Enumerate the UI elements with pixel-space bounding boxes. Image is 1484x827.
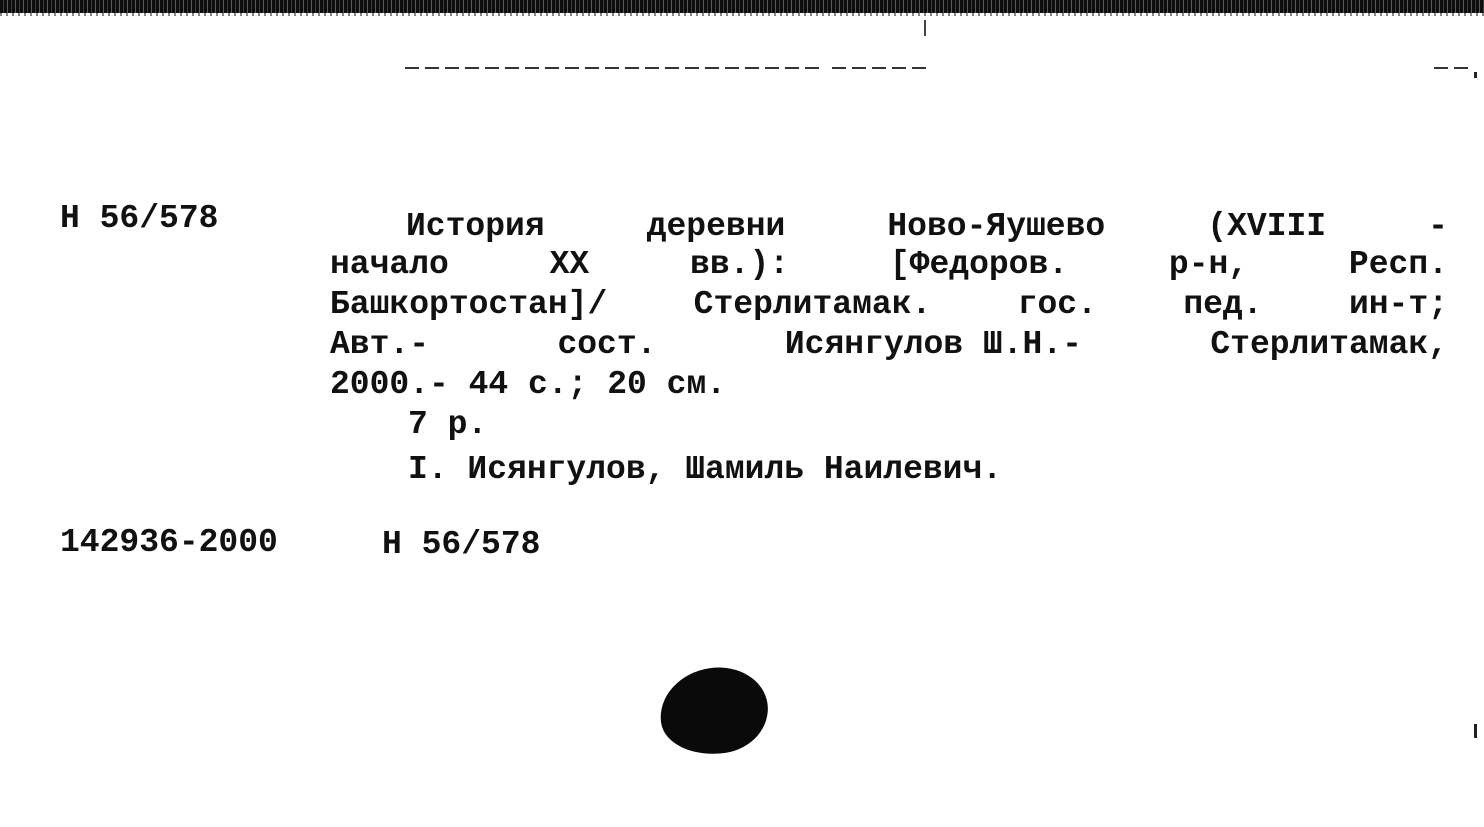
entry-word: р-н, bbox=[1168, 246, 1249, 283]
entry-word: сост. bbox=[557, 326, 657, 363]
entry-word: начало bbox=[330, 246, 449, 283]
entry-word: Респ. bbox=[1348, 246, 1448, 283]
entry-line-3 bbox=[330, 288, 1448, 321]
card-top-edge bbox=[0, 0, 1484, 13]
punch-hole bbox=[655, 661, 774, 761]
dashed-rule bbox=[405, 67, 820, 69]
entry-word: Ново-Яушево bbox=[887, 208, 1106, 245]
entry-word: гос. bbox=[1017, 286, 1097, 323]
scan-speck bbox=[1474, 724, 1477, 738]
price: 7 р. bbox=[408, 406, 488, 443]
card-top-edge-fade bbox=[0, 13, 1484, 16]
entry-word: XX bbox=[549, 246, 590, 283]
scan-mark bbox=[924, 20, 926, 36]
entry-word: Стерлитамак. bbox=[693, 286, 932, 323]
entry-word: деревни bbox=[646, 208, 786, 245]
entry-word: [Федоров. bbox=[889, 246, 1069, 283]
imprint-line: 2000.- 44 с.; 20 см. bbox=[330, 366, 727, 403]
entry-word: пед. bbox=[1183, 286, 1263, 323]
entry-word: (XVIII bbox=[1207, 208, 1327, 245]
dashed-rule bbox=[1434, 67, 1470, 69]
entry-word: вв.): bbox=[690, 246, 790, 283]
entry-line-1 bbox=[406, 210, 1448, 243]
shelfmark: Н 56/578 bbox=[60, 200, 219, 237]
scan-speck bbox=[1474, 72, 1477, 78]
added-entry: I. Исянгулов, Шамиль Наилевич. bbox=[408, 451, 1003, 488]
entry-word: - bbox=[1428, 208, 1448, 245]
entry-line-2 bbox=[330, 248, 1448, 281]
entry-word: История bbox=[406, 208, 545, 245]
dashed-rule bbox=[832, 67, 932, 69]
entry-word: Стерлитамак, bbox=[1210, 326, 1448, 363]
shelfmark-repeat: Н 56/578 bbox=[382, 526, 541, 563]
entry-word: Исянгулов Ш.Н.- bbox=[784, 326, 1082, 363]
entry-word: Авт.- bbox=[330, 326, 430, 363]
inventory-number: 142936-2000 bbox=[60, 524, 278, 561]
entry-line-4 bbox=[330, 328, 1448, 361]
entry-word: Башкортостан]/ bbox=[330, 286, 608, 323]
entry-word: ин-т; bbox=[1348, 286, 1448, 323]
